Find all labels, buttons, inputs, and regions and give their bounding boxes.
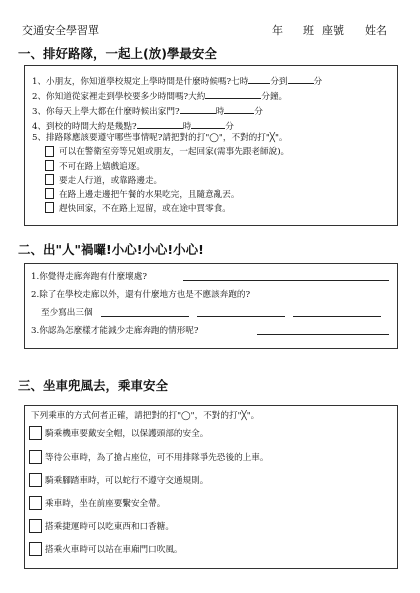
answer-blank[interactable] — [288, 75, 314, 84]
answer-checkbox[interactable] — [45, 160, 54, 171]
section3-instructions: 下列乘車的方式何者正確，請把對的打"◯"，不對的打"╳"。 — [31, 411, 260, 421]
section1-title: 一、排好路隊，一起上(放)學最安全 — [18, 46, 217, 61]
option-text: 要走人行道，或靠路邊走。 — [59, 176, 163, 186]
section2-box — [24, 263, 398, 349]
answer-checkbox[interactable] — [45, 146, 54, 157]
answer-checkbox[interactable] — [45, 174, 54, 185]
option-text: 可以在警衛室旁等兄姐或朋友，一起回家(需事先跟老師說)。 — [59, 147, 290, 157]
answer-checkbox[interactable] — [29, 473, 42, 487]
option-text: 乘車時，坐在前座要繫安全帶。 — [45, 499, 166, 509]
section3-title: 三、坐車兜風去，乘車安全 — [18, 378, 169, 393]
option-text: 搭乘火車時可以站在車廂門口吹風。 — [45, 545, 183, 555]
answer-blank[interactable] — [191, 120, 225, 129]
answer-checkbox[interactable] — [45, 188, 54, 199]
answer-blank[interactable] — [137, 120, 183, 129]
question-5: 5、排路隊應該要遵守哪些事情呢?請把對的打"◯"，不對的打"╳"。 — [32, 133, 288, 143]
option-text: 騎乘機車要戴安全帽，以保護頭部的安全。 — [45, 429, 209, 439]
answer-blank[interactable] — [248, 75, 270, 84]
answer-line[interactable] — [183, 280, 389, 281]
answer-checkbox[interactable] — [29, 496, 42, 510]
year-label: 年 — [272, 24, 283, 37]
answer-line[interactable] — [101, 316, 189, 317]
option-text: 趕快回家，不在路上逗留，或在途中買零食。 — [59, 204, 231, 214]
section2-title: 二、出"人"禍囉!小心!小心!小心! — [18, 242, 204, 257]
option-text: 不可在路上嬉戲追逐。 — [59, 162, 145, 172]
question-2: 2.除了在學校走廊以外，還有什麼地方也是不應該奔跑的? — [31, 290, 251, 300]
answer-blank[interactable] — [180, 105, 216, 114]
class-label: 班 — [303, 24, 314, 37]
answer-checkbox[interactable] — [29, 450, 42, 464]
question-2-hint: 至少寫出三個 — [41, 308, 93, 318]
worksheet-title: 交通安全學習單 — [22, 24, 99, 37]
section3-box — [24, 405, 398, 569]
answer-checkbox[interactable] — [29, 519, 42, 533]
answer-checkbox[interactable] — [29, 426, 42, 440]
section1-box — [24, 65, 398, 226]
answer-line[interactable] — [197, 316, 285, 317]
question-1: 1、小朋友，你知道學校規定上學時間是什麼時候嗎?七時 分到 分 — [32, 77, 323, 87]
option-text: 騎乘腳踏車時，可以蛇行不遵守交通規則。 — [45, 476, 209, 486]
option-text: 搭乘捷運時可以吃東西和口香糖。 — [45, 522, 174, 532]
option-text: 等待公車時，為了搶占座位，可不用排隊爭先恐後的上車。 — [45, 453, 269, 463]
answer-checkbox[interactable] — [45, 202, 54, 213]
answer-blank[interactable] — [224, 105, 254, 114]
question-3: 3、你每天上學大都在什麼時候出家門? 時 分 — [32, 107, 263, 117]
question-3: 3.你認為怎麼樣才能減少走廊奔跑的情形呢? — [31, 326, 199, 336]
answer-line[interactable] — [293, 316, 381, 317]
option-text: 在路上邊走邊把午餐的水果吃完，且隨意亂丟。 — [59, 190, 240, 200]
answer-checkbox[interactable] — [29, 542, 42, 556]
answer-blank[interactable] — [205, 90, 261, 99]
question-1: 1.你覺得走廊奔跑有什麼壞處? — [31, 272, 147, 282]
seat-label: 座號 — [322, 24, 344, 37]
question-4: 4、到校的時間大約是幾點? 時 分 — [32, 122, 234, 132]
question-2: 2、你知道從家裡走到學校要多少時間嗎?大約 分鐘。 — [32, 92, 288, 102]
answer-line[interactable] — [257, 334, 389, 335]
name-label: 姓名 — [365, 24, 387, 37]
